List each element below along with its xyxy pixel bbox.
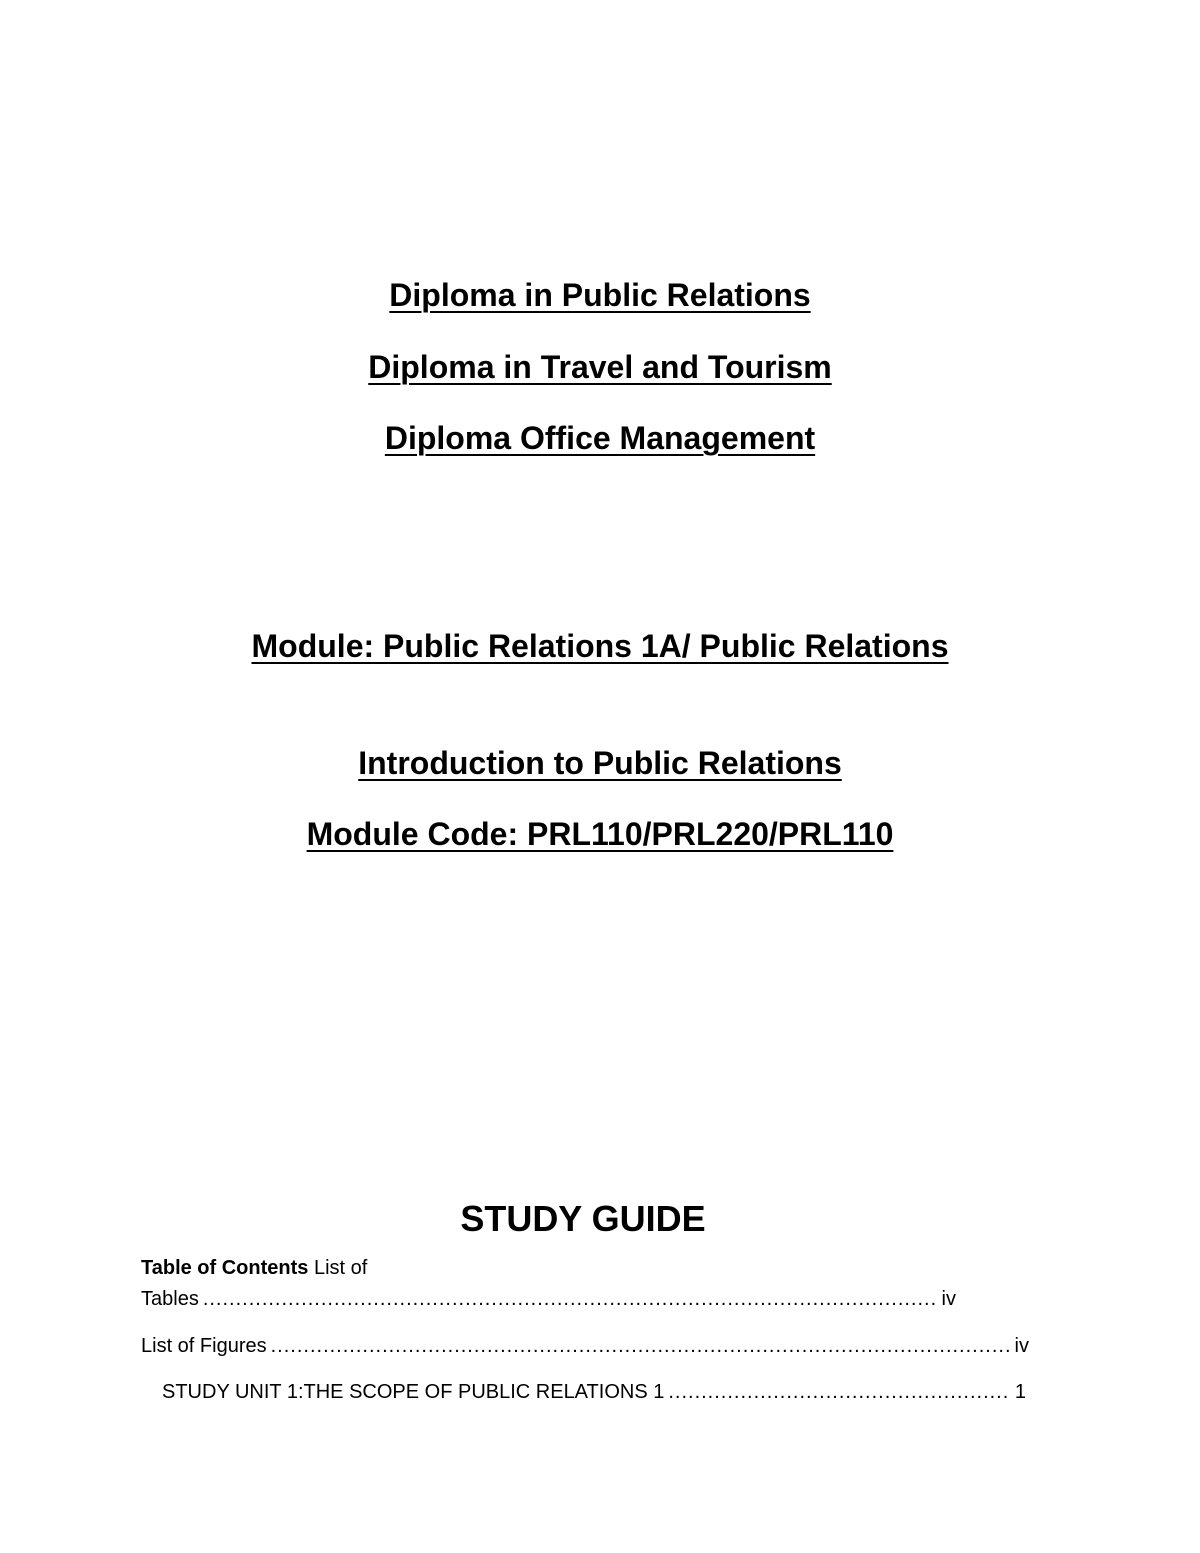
toc-entry-study-unit-1[interactable]	[162, 1379, 1026, 1405]
toc-entry-label: STUDY UNIT 1:THE SCOPE OF PUBLIC RELATIONS 1	[162, 1381, 665, 1403]
programme-title-1: Diploma in Public Relations	[389, 277, 811, 313]
module-subtitle: Introduction to Public Relations	[358, 745, 842, 781]
toc-entry-tables[interactable]	[141, 1286, 956, 1312]
toc-heading: Table of Contents	[141, 1257, 309, 1279]
toc-dot-leader	[668, 1379, 1011, 1405]
toc-entry-label: List of Figures	[141, 1335, 267, 1357]
toc-heading-trailing: List of	[313, 1257, 368, 1279]
toc-entry-page: iv	[1014, 1335, 1029, 1357]
toc-entry-page: 1	[1014, 1381, 1026, 1403]
programme-title-3: Diploma Office Management	[384, 420, 816, 456]
toc-dot-leader	[271, 1333, 1011, 1359]
toc-entry-page: iv	[941, 1288, 956, 1310]
module-title: Module: Public Relations 1A/ Public Relations	[251, 628, 949, 664]
toc-heading-line	[141, 1255, 367, 1281]
toc-entry-figures[interactable]	[141, 1333, 1029, 1359]
toc-entry-label: Tables	[141, 1288, 199, 1310]
toc-dot-leader	[203, 1286, 938, 1312]
study-guide-title: STUDY GUIDE	[460, 1198, 706, 1239]
module-code: Module Code: PRL110/PRL220/PRL110	[306, 816, 894, 852]
programme-title-2: Diploma in Travel and Tourism	[368, 349, 832, 385]
